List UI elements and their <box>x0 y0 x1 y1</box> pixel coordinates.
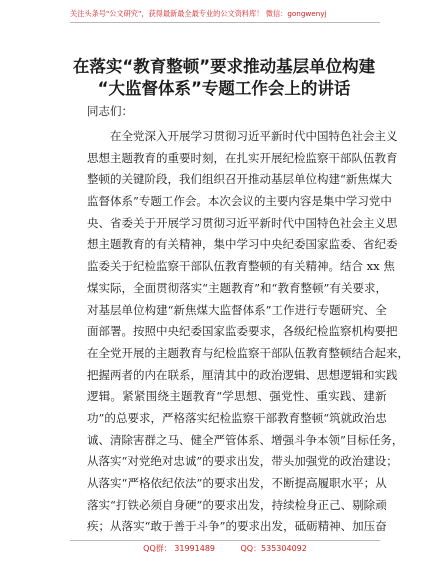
body-line: 在 全 党 开 展 的 主 题 教 育 与 纪 检 监 察 干 部 队 伍 教 育 整 顿 结 合 起 来 ， <box>87 345 409 360</box>
body-line: 逻 辑 。 紧 紧 围 绕 主 题 教 育 “ 学 思 想 、 强 党 性 、 重 实 践 、 建 新 <box>87 389 387 404</box>
body-line: 诚 、 清 除 害 群 之 马 、 健 全 严 管 体 系 、 增 强 斗 争 本 领 ” 目 标 任 务 ， <box>87 432 404 447</box>
body-line: 思 想 主 题 教 育 的 重 要 时 刻 ， 在 扎 实 开 展 纪 检 监 察 干 部 队 伍 教 育 <box>87 150 398 165</box>
body-line: 监 督 体 系 ” 专 题 工 作 会 。 本 次 会 议 的 主 要 内 容 是 集 中 学 习 党 中 <box>87 194 392 209</box>
body-line: 煤 实 际 ， 全 面 贯 彻 落 实 “ 主 题 教 育 ” 和 “ 教 育 整 顿 ” 有 关 要 求 ， <box>87 280 387 295</box>
salutation: 同志们： <box>87 104 133 118</box>
document-body <box>87 126 409 538</box>
header-divider <box>70 22 380 23</box>
body-line: 落 实 “ 打 铁 必 须 自 身 硬 ” 的 要 求 出 发 ， 持 续 检 身 正 己 、 剔 除 顽 <box>87 497 387 512</box>
body-line: 在 全 党 深 入 开 展 学 习 贯 彻 习 近 平 新 时 代 中 国 特 色 社 会 主 义 <box>110 129 398 143</box>
body-line: 功 ” 的 总 要 求 ， 严 格 落 实 纪 检 监 察 干 部 教 育 整 顿 “ 筑 就 政 治 忠 <box>87 410 387 425</box>
body-line: 监 委 关 于 纪 检 监 察 干 部 队 伍 教 育 整 顿 的 有 关 精 神 。 结 合 x x 焦 <box>87 259 395 274</box>
footer-contact: QQ群： 31991489 QQ：535304092 <box>143 544 307 553</box>
body-line: 央 、 省 委 关 于 开 展 学 习 贯 彻 习 近 平 新 时 代 中 国 特 色 社 会 主 义 思 <box>87 215 398 230</box>
footer-divider <box>70 540 380 541</box>
body-line: 从 落 实 “ 严 格 依 纪 依 法 ” 的 要 求 出 发 ， 不 断 提 高 履 职 水 平 ； 从 <box>87 476 387 490</box>
body-line: 面 部 署 。 按 照 中 央 纪 委 国 家 监 委 要 求 ， 各 级 纪 检 监 察 机 构 要 把 <box>87 324 398 339</box>
title-line: “大监督体系”专题工作会上的讲话 <box>97 79 351 98</box>
body-line: 从 落 实 “ 对 党 绝 对 忠 诚 ” 的 要 求 出 发 ， 带 头 加 强 党 的 政 治 建 设 ； <box>87 454 398 469</box>
body-line: 想 主 题 教 育 的 有 关 精 神 ， 集 中 学 习 中 央 纪 委 国 家 监 委 、 省 纪 委 <box>87 237 398 252</box>
body-line: 疾 ； 从 落 实 “ 敢 于 善 于 斗 争 ” 的 要 求 出 发 ， 砥 砺 精 神 、 加 压 奋 <box>87 519 387 534</box>
body-line: 整 顿 的 关 键 阶 段 ， 我 们 组 织 召 开 推 动 基 层 单 位 构 建 “ 新 焦 煤 大 <box>87 172 392 187</box>
body-line: 对 基 层 单 位 构 建 “ 新 焦 煤 大 监 督 体 系 ” 工 作 进 行 专 题 研 究 、 全 <box>87 302 387 317</box>
body-line: 把 握 两 者 的 内 在 联 系 ， 厘 清 其 中 的 政 治 逻 辑 、 思 想 逻 辑 和 实 践 <box>87 367 398 382</box>
header-banner: 关注头条号"公文研究"，获得最新最全最专业的公文资料库！ 微信：gongwenyj <box>70 9 327 18</box>
document-title <box>40 56 408 100</box>
title-line: 在落实“教育整顿”要求推动基层单位构建 <box>72 57 376 76</box>
